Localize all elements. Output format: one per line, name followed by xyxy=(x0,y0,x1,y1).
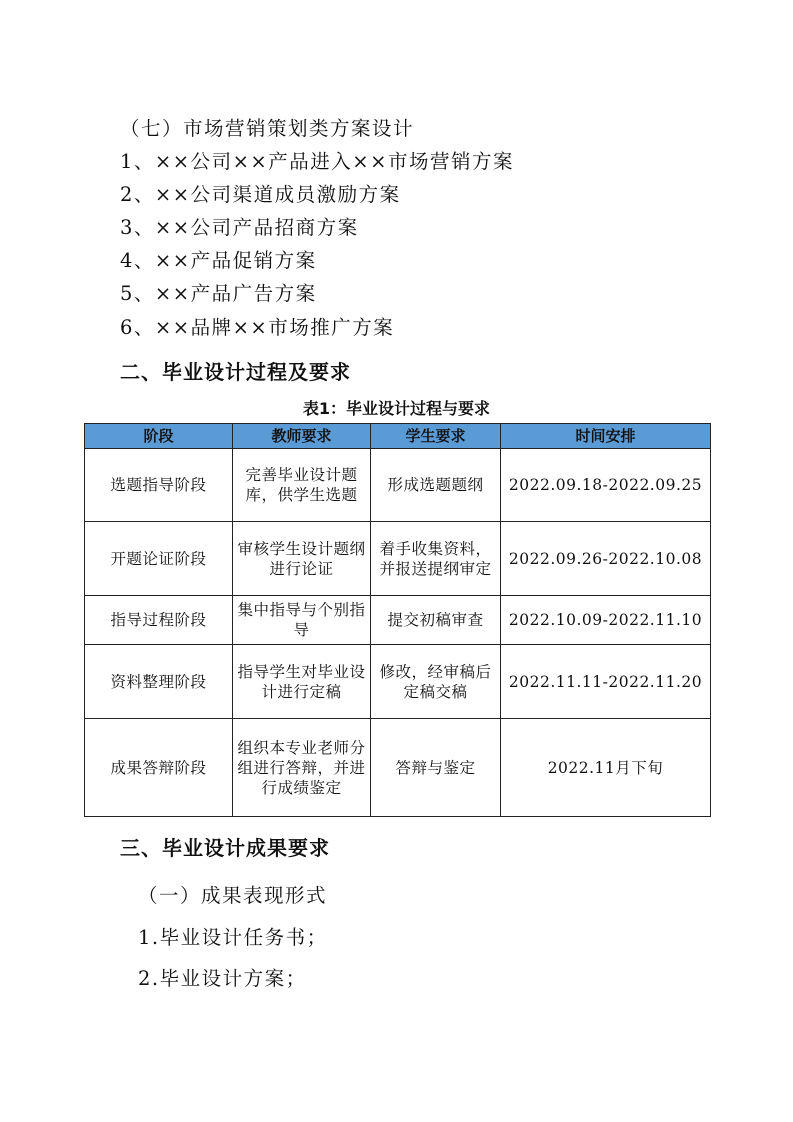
cell-time: 2022.09.18-2022.09.25 xyxy=(501,449,711,522)
cell-stage: 指导过程阶段 xyxy=(85,596,233,645)
cell-teacher: 完善毕业设计题库，供学生选题 xyxy=(233,449,371,522)
table-row xyxy=(85,645,711,719)
cell-student: 形成选题题纲 xyxy=(371,449,501,522)
cell-student: 着手收集资料，并报送提纲审定 xyxy=(371,522,501,596)
cell-student: 修改，经审稿后定稿交稿 xyxy=(371,645,501,719)
header-teacher: 教师要求 xyxy=(233,424,371,449)
header-stage: 阶段 xyxy=(85,424,233,449)
cell-teacher: 组织本专业老师分组进行答辩，并进行成绩鉴定 xyxy=(233,719,371,817)
table-header-row xyxy=(85,424,711,449)
cell-stage: 选题指导阶段 xyxy=(85,449,233,522)
cell-teacher: 审核学生设计题纲进行论证 xyxy=(233,522,371,596)
table-row xyxy=(85,719,711,817)
section-7-item-6: 6、××品牌××市场推广方案 xyxy=(120,316,395,339)
section-7-item-5: 5、××产品广告方案 xyxy=(120,282,317,305)
cell-time: 2022.11月下旬 xyxy=(501,719,711,817)
cell-time: 2022.11.11-2022.11.20 xyxy=(501,645,711,719)
section-3-1-item-1: 1.毕业设计任务书； xyxy=(138,926,328,949)
cell-teacher: 指导学生对毕业设计进行定稿 xyxy=(233,645,371,719)
section-3-1-title: （一）成果表现形式 xyxy=(138,884,328,907)
cell-time: 2022.09.26-2022.10.08 xyxy=(501,522,711,596)
header-time: 时间安排 xyxy=(501,424,711,449)
heading-2: 二、毕业设计过程及要求 xyxy=(120,360,351,384)
table-row xyxy=(85,449,711,522)
heading-3: 三、毕业设计成果要求 xyxy=(120,836,330,860)
section-3-1-item-2: 2.毕业设计方案； xyxy=(138,967,307,990)
cell-stage: 成果答辩阶段 xyxy=(85,719,233,817)
table-row xyxy=(85,522,711,596)
cell-student: 提交初稿审查 xyxy=(371,596,501,645)
cell-time: 2022.10.09-2022.11.10 xyxy=(501,596,711,645)
process-table xyxy=(84,423,711,817)
section-7-item-2: 2、××公司渠道成员激励方案 xyxy=(120,183,401,206)
cell-teacher: 集中指导与个别指导 xyxy=(233,596,371,645)
header-student: 学生要求 xyxy=(371,424,501,449)
table-row xyxy=(85,596,711,645)
section-7-item-1: 1、××公司××产品进入××市场营销方案 xyxy=(120,150,514,173)
section-7-item-3: 3、××公司产品招商方案 xyxy=(120,216,359,239)
table-caption: 表1：毕业设计过程与要求 xyxy=(302,399,491,418)
section-7-title: （七）市场营销策划类方案设计 xyxy=(120,117,415,140)
cell-stage: 资料整理阶段 xyxy=(85,645,233,719)
cell-student: 答辩与鉴定 xyxy=(371,719,501,817)
section-7-item-4: 4、××产品促销方案 xyxy=(120,249,317,272)
cell-stage: 开题论证阶段 xyxy=(85,522,233,596)
